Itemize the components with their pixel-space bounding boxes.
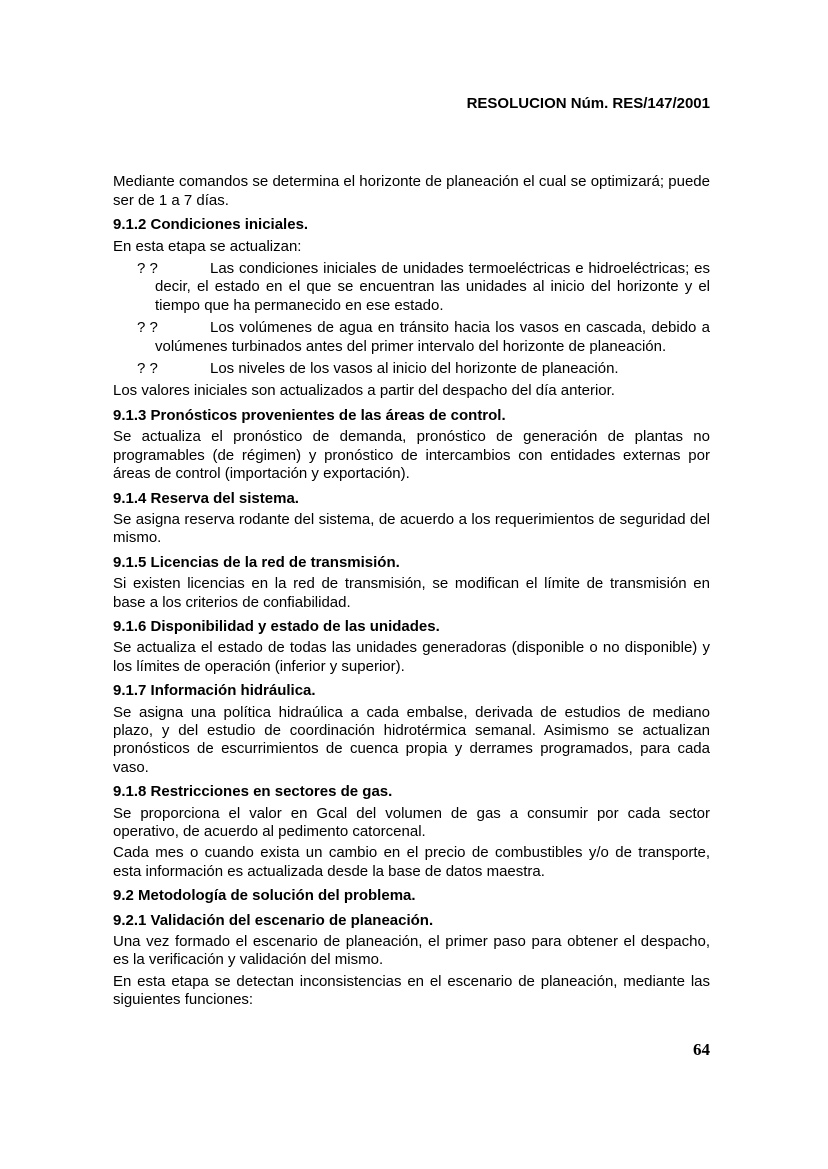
bullet-item-volumenes-agua [137,319,710,356]
paragraph-inconsistencias: En esta etapa se detectan inconsistencias en el escenario de planeación, mediante las siguientes funciones: [113,972,710,1009]
paragraph-politica-hidraulica: Se asigna una política hidraúlica a cada embalse, derivada de estudios de mediano plazo, y del estudio de coordinación hidrotérmica semanal. Asimismo se actualizan pronósticos de escurrimientos de cuenca propia y derrames programados, para cada vaso. [113,703,710,776]
bullet-marker: ? ? [137,260,158,278]
bullet-marker: ? ? [137,360,158,378]
heading-9-1-2: 9.1.2 Condiciones iniciales. [113,216,309,234]
document-header: RESOLUCION Núm. RES/147/2001 [466,95,710,112]
paragraph-valores-iniciales: Los valores iniciales son actualizados a partir del despacho del día anterior. [113,382,615,400]
heading-9-1-8: 9.1.8 Restricciones en sectores de gas. [113,783,393,801]
paragraph-pronostico-demanda: Se actualiza el pronóstico de demanda, pronóstico de generación de plantas no programables (de régimen) y pronóstico de intercambios con entidades externas por áreas de control (importación y exportación). [113,428,710,483]
paragraph-escenario-formado: Una vez formado el escenario de planeación, el primer paso para obtener el despacho, es la verificación y validación del mismo. [113,933,710,969]
heading-9-1-6: 9.1.6 Disponibilidad y estado de las unidades. [113,617,440,635]
page-number: 64 [693,1040,710,1059]
paragraph-etapa-actualizan: En esta etapa se actualizan: [113,237,302,255]
bullet-marker: ? ? [137,319,158,337]
paragraph-reserva-rodante: Se asigna reserva rodante del sistema, de acuerdo a los requerimientos de seguridad del mismo. [113,510,710,547]
bullet-text: Los niveles de los vasos al inicio del horizonte de planeación. [210,360,619,378]
bullet-item-condiciones-iniciales [137,260,710,315]
content-area [113,95,710,1013]
heading-9-1-5: 9.1.5 Licencias de la red de transmisión. [113,553,400,571]
paragraph-estado-unidades: Se actualiza el estado de todas las unidades generadoras (disponible o no disponible) y los límites de operación (inferior y superior). [113,639,710,675]
heading-9-1-7: 9.1.7 Información hidráulica. [113,682,316,700]
heading-9-1-4: 9.1.4 Reserva del sistema. [113,489,299,507]
paragraph-licencias-red: Si existen licencias en la red de transmisión, se modifican el límite de transmisión en base a los criterios de confiabilidad. [113,575,710,611]
heading-9-2-1: 9.2.1 Validación del escenario de planeación. [113,911,434,929]
bullet-item-niveles-vasos [137,360,710,378]
paragraph-valor-gcal: Se proporciona el valor en Gcal del volumen de gas a consumir por cada sector operativo, de acuerdo al pedimento catorcenal. [113,804,710,840]
heading-9-2: 9.2 Metodología de solución del problema. [113,887,416,905]
heading-9-1-3: 9.1.3 Pronósticos provenientes de las áreas de control. [113,406,506,424]
bullet-text: Los volúmenes de agua en tránsito hacia los vasos en cascada, debido a volúmenes turbinados antes del primer intervalo del horizonte de planeación. [155,319,710,355]
bullet-text: Las condiciones iniciales de unidades termoeléctricas e hidroeléctricas; es decir, el estado en el que se encuentran las unidades al inicio del horizonte y el tiempo que ha permanecido en ese estado. [155,260,710,314]
paragraph-horizonte: Mediante comandos se determina el horizonte de planeación el cual se optimizará; puede ser de 1 a 7 días. [113,173,710,209]
paragraph-precio-combustibles: Cada mes o cuando exista un cambio en el precio de combustibles y/o de transporte, esta información es actualizada desde la base de datos maestra. [113,844,710,880]
